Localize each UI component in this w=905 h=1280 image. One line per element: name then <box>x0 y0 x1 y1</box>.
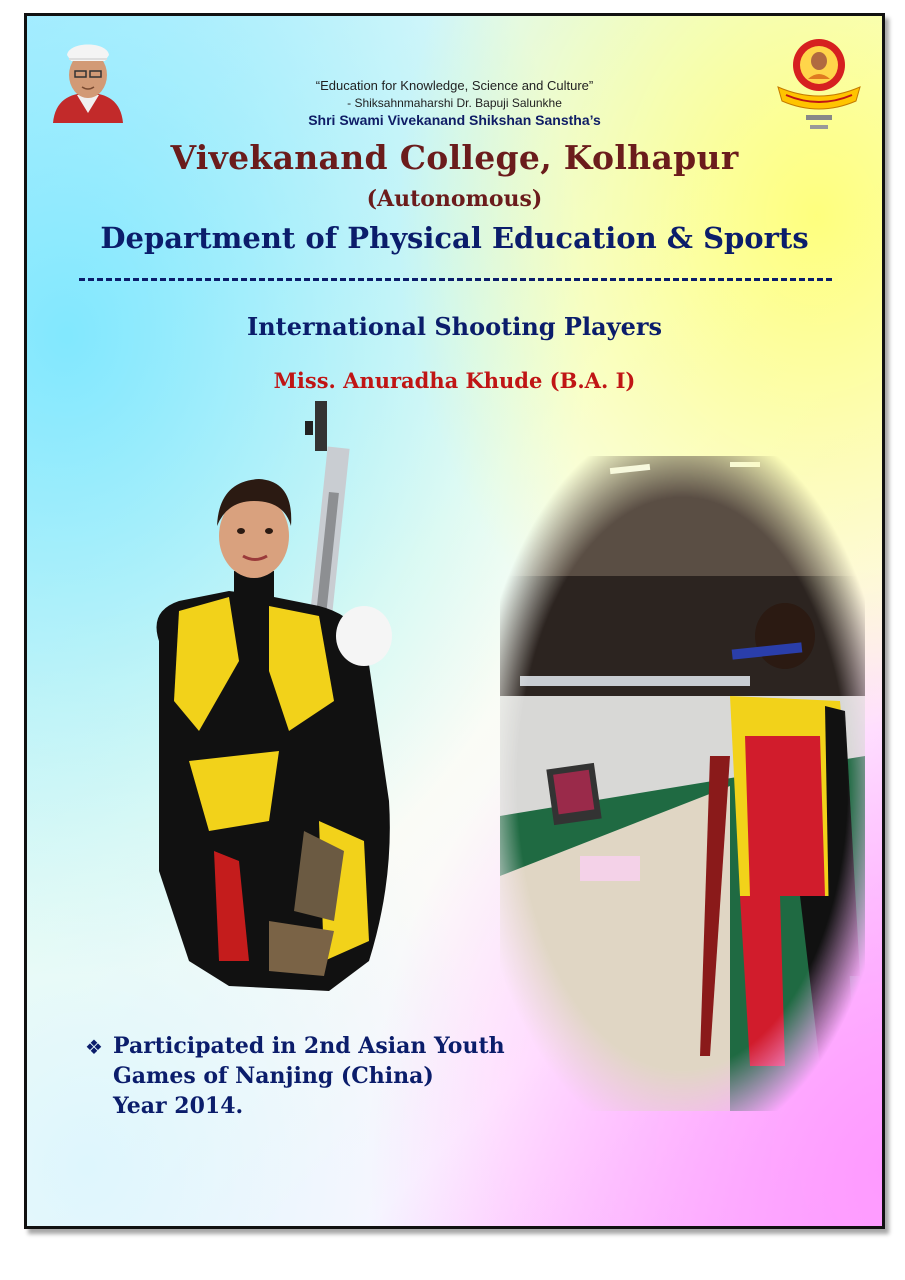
achievement-bullet <box>85 1031 505 1121</box>
motto-author: - Shiksahnmaharshi Dr. Bapuji Salunkhe <box>347 96 562 110</box>
dashed-divider <box>79 278 832 281</box>
department-title: Department of Physical Education & Sports <box>100 221 809 255</box>
diamond-bullet-icon: ❖ <box>85 1035 103 1059</box>
college-name: Vivekanand College, Kolhapur <box>170 138 739 177</box>
student-name: Miss. Anuradha Khude (B.A. I) <box>273 368 636 393</box>
achievement-line: Games of Nanjing (China) <box>113 1063 434 1089</box>
shooter-portrait <box>119 401 404 1001</box>
autonomous-label: (Autonomous) <box>366 186 543 212</box>
section-title: International Shooting Players <box>246 312 663 341</box>
achievement-line: Year 2014. <box>113 1093 244 1119</box>
shooting-range-photo <box>500 456 865 1111</box>
achievement-line: Participated in 2nd Asian Youth <box>113 1033 505 1059</box>
sanstha-name: Shri Swami Vivekanand Shikshan Sanstha’s <box>308 112 601 128</box>
motto-quote: “Education for Knowledge, Science and Culture” <box>315 78 594 93</box>
page-frame <box>24 13 885 1229</box>
